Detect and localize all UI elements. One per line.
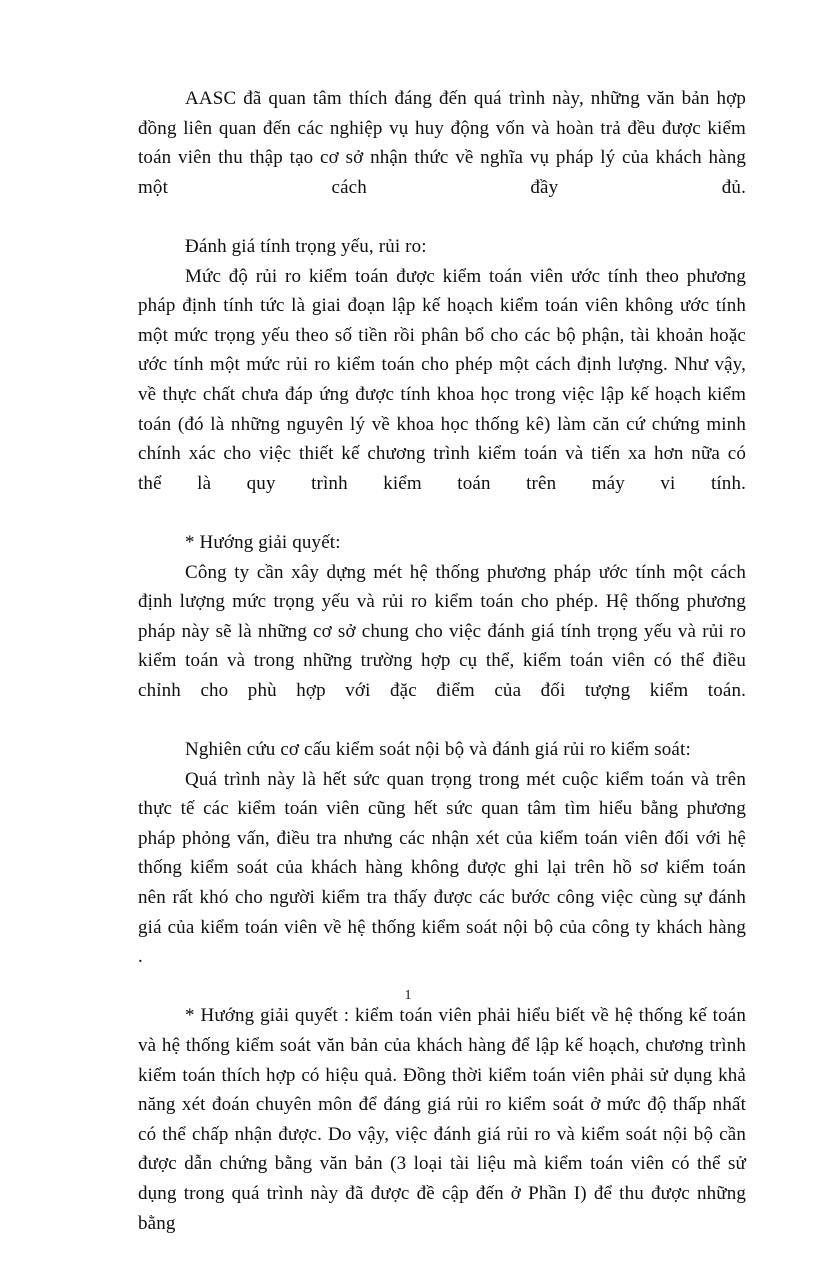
paragraph-1: AASC đã quan tâm thích đáng đến quá trình này, những văn bản hợp đồng liên quan đến các nghiệp vụ huy động vốn và hoàn trả đều được kiểm toán viên thu thập tạo cơ sở nhận thức về nghĩa vụ pháp lý của khách hàng một cách đầy đủ. bbox=[138, 88, 746, 198]
paragraph-3: Mức độ rủi ro kiểm toán được kiểm toán viên ước tính theo phương pháp định tính tức là giai đoạn lập kế hoạch kiểm toán viên không ước tính một mức trọng yếu theo số tiền rồi phân bổ cho các bộ phận, tài khoản hoặc ước tính một mức rủi ro kiểm toán cho phép một cách định lượng. Như vậy, về thực chất chưa đáp ứng được tính khoa học trong việc lập kế hoạch kiểm toán (đó là những nguyên lý về khoa học thống kê) làm căn cứ chứng minh chính xác cho việc thiết kế chương trình kiểm toán và tiến xa hơn nữa có thể là quy trình kiểm toán trên máy vi tính. bbox=[138, 265, 746, 494]
page-body-text bbox=[138, 84, 746, 1268]
paragraph-6-heading-internal-control: Nghiên cứu cơ cấu kiểm soát nội bộ và đánh giá rủi ro kiểm soát: bbox=[185, 739, 691, 761]
page-number: 1 bbox=[404, 988, 412, 1003]
paragraph-5: Công ty cần xây dựng mét hệ thống phương pháp ước tính một cách định lượng mức trọng yếu và rủi ro kiểm toán cho phép. Hệ thống phương pháp này sẽ là những cơ sở chung cho việc đánh giá tính trọng yếu và rủi ro kiểm toán và trong những trường hợp cụ thể, kiểm toán viên có thể điều chỉnh cho phù hợp với đặc điểm của đối tượng kiểm toán. bbox=[138, 561, 746, 701]
paragraph-2-heading-materiality-risk: Đánh giá tính trọng yếu, rủi ro: bbox=[185, 235, 427, 257]
paragraph-4-heading-solution-direction: * Hướng giải quyết: bbox=[185, 531, 341, 553]
paragraph-8: * Hướng giải quyết : kiểm toán viên phải hiểu biết về hệ thống kế toán và hệ thống kiểm soát văn bản của khách hàng để lập kế hoạch, chương trình kiểm toán thích hợp có hiệu quả. Đồng thời kiểm toán viên phải sử dụng khả năng xét đoán chuyên môn để đáng giá rủi ro kiểm soát ở mức độ thấp nhất có thể chấp nhận được. Do vậy, việc đánh giá rủi ro và kiểm soát nội bộ cần được dẫn chứng bằng văn bản (3 loại tài liệu mà kiểm toán viên có thể sử dụng trong quá trình này đã được đề cập đến ở Phần I) để thu được những bằng bbox=[138, 1005, 746, 1234]
paragraph-7: Quá trình này là hết sức quan trọng trong mét cuộc kiểm toán và trên thực tế các kiểm toán viên cũng hết sức quan tâm tìm hiểu bằng phương pháp phỏng vấn, điều tra nhưng các nhận xét của kiểm toán viên đối với hệ thống kiểm soát của khách hàng không được ghi lại trên hồ sơ kiểm toán nên rất khó cho người kiểm tra thấy được các bước công việc cùng sự đánh giá của kiểm toán viên về hệ thống kiểm soát nội bộ của công ty khách hàng . bbox=[138, 768, 746, 968]
